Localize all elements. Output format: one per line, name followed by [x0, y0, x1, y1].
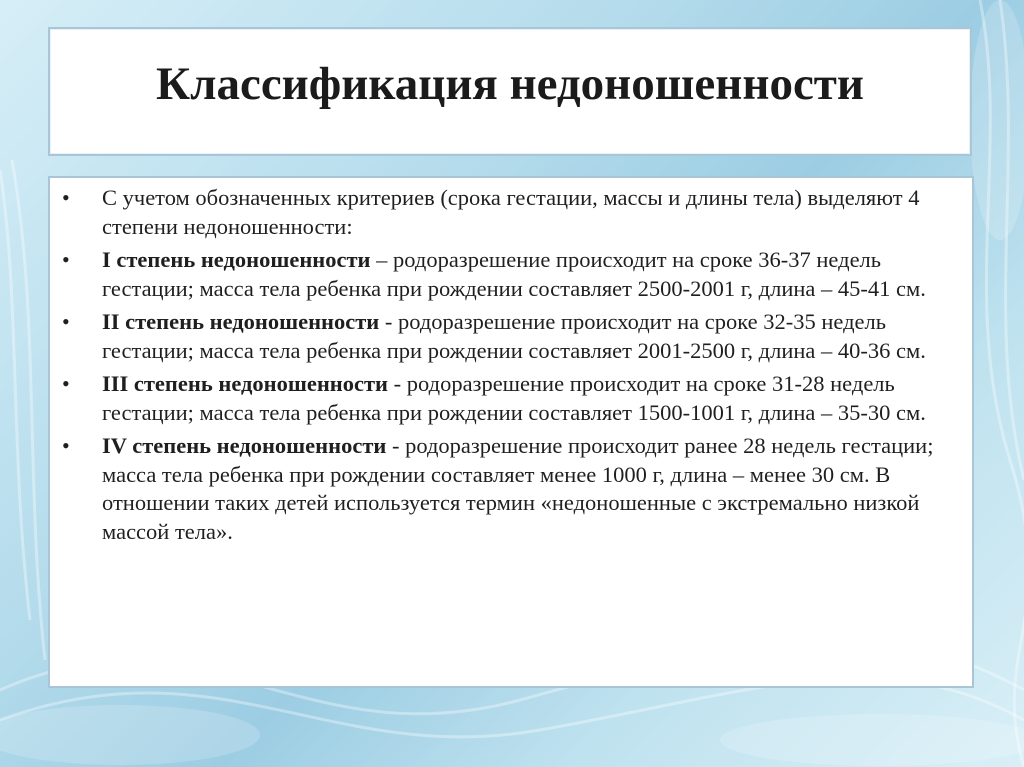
- item-text: С учетом обозначенных критериев (срока гестации, массы и длины тела) выделяют 4 степени недоношенности:: [102, 185, 920, 239]
- list-item-degree-3: [50, 370, 950, 427]
- item-text: - родоразрешение происходит на сроке 31-28 недель гестации; масса тела ребенка при рождении составляет 1500-1001 г, длина – 35-30 см.: [102, 371, 926, 425]
- slide-title: Классификация недоношенности: [156, 58, 864, 110]
- bullet-icon: •: [62, 433, 70, 458]
- classification-list: [50, 184, 950, 551]
- list-item-degree-1: [50, 246, 950, 303]
- item-text: – родоразрешение происходит на сроке 36-37 недель гестации; масса тела ребенка при рождении составляет 2500-2001 г, длина – 45-41 см.: [102, 247, 926, 301]
- bullet-icon: •: [62, 185, 70, 210]
- item-text: - родоразрешение происходит на сроке 32-35 недель гестации; масса тела ребенка при рождении составляет 2001-2500 г, длина – 40-36 см.: [102, 309, 926, 363]
- item-term: III степень недоношенности: [102, 371, 389, 396]
- item-text: - родоразрешение происходит ранее 28 недель гестации; масса тела ребенка при рождении составляет менее 1000 г, длина – менее 30 см. В отношении таких детей используется термин «недоношенные с экстремально низкой массой тела».: [102, 433, 934, 544]
- bullet-icon: •: [62, 371, 70, 396]
- bullet-icon: •: [62, 309, 70, 334]
- bullet-icon: •: [62, 247, 70, 272]
- item-term: II степень недоношенности: [102, 309, 380, 334]
- title-panel: [48, 27, 972, 156]
- list-item-degree-2: [50, 308, 950, 365]
- item-term: I степень недоношенности: [102, 247, 371, 272]
- item-term: IV степень недоношенности: [102, 433, 387, 458]
- content-panel: [48, 176, 974, 688]
- list-item-intro: [50, 184, 950, 241]
- list-item-degree-4: [50, 432, 950, 546]
